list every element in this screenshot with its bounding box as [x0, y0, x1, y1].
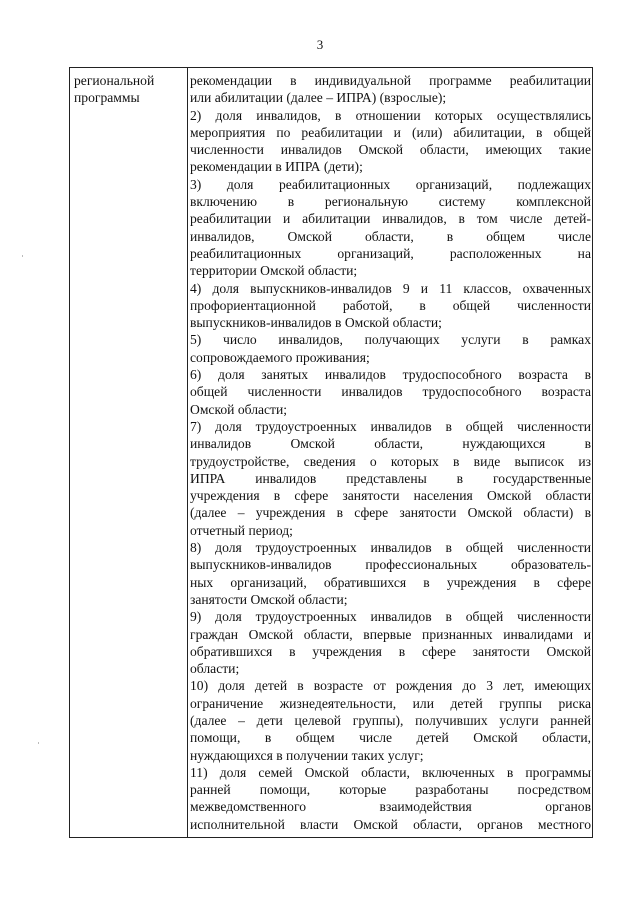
- text-line: трудоустройстве, сведения о которых в виде выписок из: [190, 453, 591, 469]
- table-left-cell: [74, 72, 184, 107]
- text-line: ранней помощи, которые разработаны посредством: [190, 782, 591, 798]
- text-line: 3) доля реабилитационных организаций, подлежащих: [190, 176, 591, 192]
- text-line: мероприятия по реабилитации и (или) абилитации, в общей: [190, 124, 591, 140]
- text-line: 10) доля детей в возрасте от рождения до 3 лет, имеющих: [190, 678, 591, 694]
- document-table: [69, 67, 593, 838]
- text-line: (далее – дети целевой группы), получивших услуги ранней: [190, 712, 591, 728]
- text-line: или абилитации (далее – ИПРА) (взрослые);: [190, 90, 447, 106]
- scan-speck: [38, 742, 39, 744]
- text-line: (далее – учреждения в сфере занятости Омской области) в: [190, 505, 591, 521]
- text-line: реабилитации и абилитации инвалидов, в том числе детей-: [190, 211, 591, 227]
- text-line: территории Омской области;: [190, 263, 358, 279]
- text-line: численности инвалидов Омской области, имеющих такие: [190, 142, 591, 158]
- table-right-cell: [190, 72, 591, 833]
- text-line: 9) доля трудоустроенных инвалидов в общей численности: [190, 609, 591, 625]
- text-line: 6) доля занятых инвалидов трудоспособного возраста в: [190, 367, 591, 383]
- text-line: отчетный период;: [190, 522, 293, 538]
- text-line: инвалидов Омской области, нуждающихся в: [190, 436, 591, 452]
- text-line: ограничение жизнедеятельности, или детей группы риска: [190, 695, 591, 711]
- text-line: ИПРА инвалидов представлены в государственные: [190, 470, 591, 486]
- text-line: профориентационной работой, в общей численности: [190, 297, 591, 313]
- text-line: 2) доля инвалидов, в отношении которых осуществлялись: [190, 107, 591, 123]
- text-line: выпускников-инвалидов профессиональных образователь-: [190, 557, 591, 573]
- text-line: рекомендации в ИПРА (дети);: [190, 159, 363, 175]
- page-number: 3: [316, 37, 324, 52]
- text-line: Омской области;: [190, 401, 288, 417]
- text-line: обратившихся в учреждения в сфере занятости Омской: [190, 643, 591, 659]
- column-divider: [187, 68, 188, 837]
- text-line: инвалидов, Омской области, в общем числе: [190, 228, 591, 244]
- text-line: 8) доля трудоустроенных инвалидов в общей численности: [190, 540, 591, 556]
- text-line: помощи, в общем числе детей Омской области,: [190, 730, 591, 746]
- text-line: граждан Омской области, впервые признанных инвалидами и: [190, 626, 591, 642]
- text-line: включению в региональную систему комплексной: [190, 194, 591, 210]
- left-cell-line: региональной: [74, 73, 155, 88]
- text-line: нуждающихся в получении таких услуг;: [190, 747, 424, 763]
- text-line: 4) доля выпускников-инвалидов 9 и 11 классов, охваченных: [190, 280, 591, 296]
- text-line: 5) число инвалидов, получающих услуги в рамках: [190, 332, 591, 348]
- text-line: 11) доля семей Омской области, включенных в программы: [190, 764, 591, 780]
- text-line: общей численности инвалидов трудоспособного возраста: [190, 384, 591, 400]
- scan-speck: [22, 255, 23, 257]
- text-line: выпускников-инвалидов в Омской области;: [190, 315, 442, 331]
- text-line: учреждения в сфере занятости населения Омской области: [190, 488, 591, 504]
- text-line: занятости Омской области;: [190, 591, 348, 607]
- left-cell-line: программы: [74, 90, 140, 106]
- text-line: ных организаций, обратившихся в учреждения в сфере: [190, 574, 591, 590]
- text-line: рекомендации в индивидуальной программе реабилитации: [190, 73, 591, 88]
- text-line: сопровождаемого проживания;: [190, 349, 370, 365]
- text-line: области;: [190, 661, 240, 677]
- text-line: межведомственного взаимодействия органов: [190, 799, 591, 815]
- text-line: исполнительной власти Омской области, органов местного: [190, 816, 591, 832]
- text-line: 7) доля трудоустроенных инвалидов в общей численности: [190, 418, 591, 434]
- text-line: реабилитационных организаций, расположенных на: [190, 245, 591, 261]
